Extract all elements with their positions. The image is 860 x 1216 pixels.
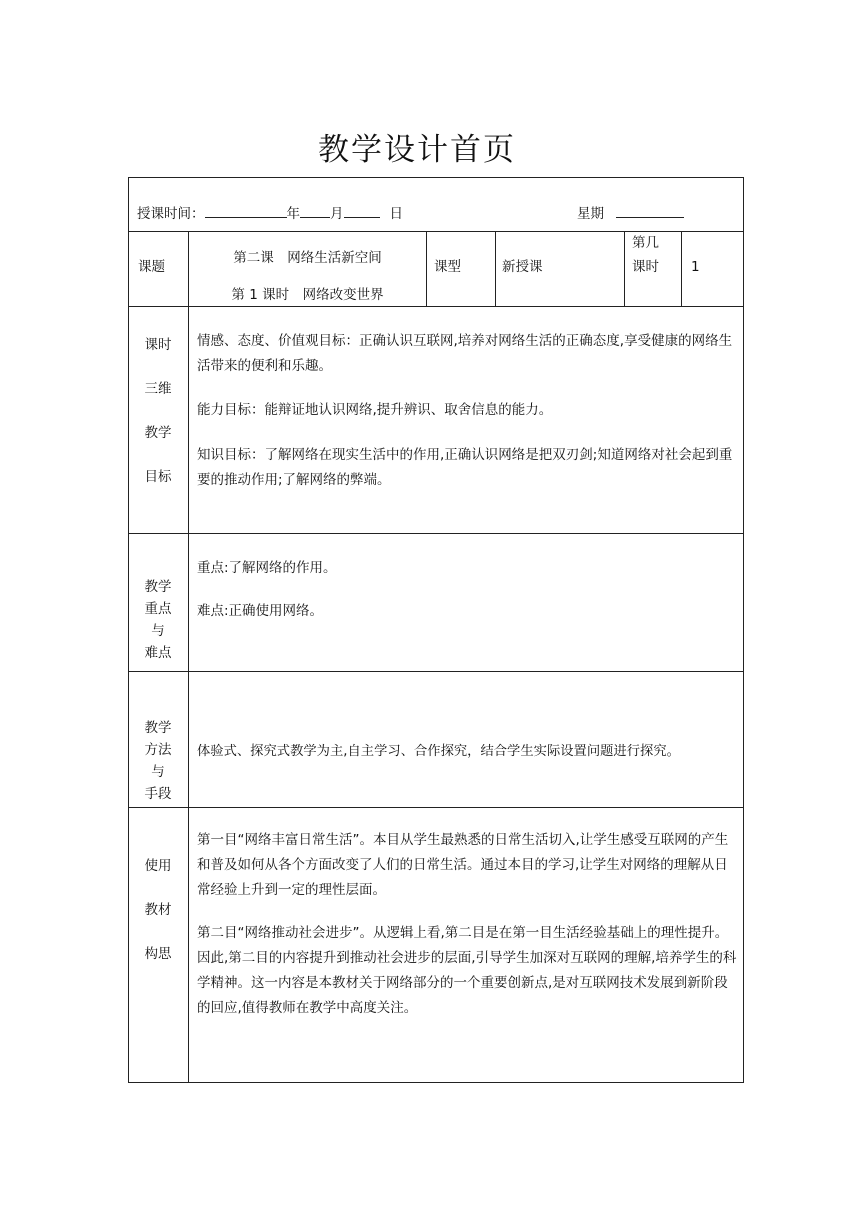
lesson-type-value: 新授课 [502,259,543,275]
period-value: 1 [691,259,700,275]
row-divider [129,807,743,808]
column-divider [426,231,427,306]
difficult-point: 难点:正确使用网络。 [197,603,324,619]
keypoints-label-line: 与 [151,623,165,639]
column-divider [495,231,496,306]
emotion-goal: 情感、态度、价值观目标：正确认识互联网,培养对网络生活的正确态度,享受健康的网络生活带来的便利和乐趣。 [197,333,733,374]
time-blank [205,203,287,218]
methods-text: 体验式、探究式教学为主,自主学习、合作探究，结合学生实际设置问题进行探究。 [197,744,680,759]
material-label [135,854,181,966]
weekday-row [577,203,684,223]
keypoints-label [135,576,181,664]
subject-label: 课题 [138,259,165,275]
month-label: 月 [330,206,344,222]
material-paragraph-2: 第二目“网络推动社会进步”。从逻辑上看,第二目是在第一目生活经验基础上的理性提升。因此,第二目的内容提升到推动社会进步的层面,引导学生加深对互联网的理解,培养学生的科学精神。这一内容是本教材关于网络部分的一个重要创新点,是对互联网技术发展到新阶段的回应,值得教师在教学中高度关注。 [197,925,737,1016]
weekday-label: 星期 [577,206,604,222]
material-paragraph-1: 第一目“网络丰富日常生活”。本目从学生最熟悉的日常生活切入,让学生感受互联网的产生和普及如何从各个方面改变了人们的日常生活。通过本目的学习,让学生对网络的理解从日常经验上升到一定的理性层面。 [197,832,729,898]
material-label-line: 构思 [144,946,172,962]
month-blank [300,203,330,218]
goals-label-line: 教学 [144,425,172,441]
keypoints-label-line: 难点 [144,645,172,661]
weekday-blank [616,203,684,218]
lesson-plan-table [128,177,744,1083]
row-divider [129,306,743,307]
knowledge-goal: 知识目标：了解网络在现实生活中的作用,正确认识网络是把双刃剑;知道网络对社会起到重要的推动作用;了解网络的弊端。 [197,447,733,488]
goals-label-line: 三维 [144,381,172,397]
period-label-line1: 第几 [632,235,659,251]
label-column-divider [188,231,189,1082]
period-label-line2: 课时 [632,259,659,275]
day-blank [344,203,380,218]
methods-label-line: 手段 [144,786,172,802]
time-row [137,203,403,223]
row-divider [129,231,743,232]
methods-label [135,717,181,805]
goals-label-line: 课时 [144,337,172,353]
day-label: 日 [389,206,403,222]
row-divider [129,533,743,534]
keypoints-label-line: 重点 [144,601,172,617]
material-label-line: 教材 [144,902,172,918]
keypoints-label-line: 教学 [144,579,172,595]
goals-label-line: 目标 [144,469,172,485]
column-divider [681,231,682,306]
year-label: 年 [286,206,300,222]
column-divider [624,231,625,306]
subject-title-line1: 第二课 网络生活新空间 [233,250,382,266]
row-divider [129,671,743,672]
methods-label-line: 方法 [144,742,172,758]
time-label: 授课时间： [137,206,205,222]
lesson-type-label: 课型 [434,259,461,275]
page-title: 教学设计首页 [318,132,516,168]
subject-title-line2: 第 1 课时 网络改变世界 [231,287,384,303]
material-label-line: 使用 [144,858,172,874]
ability-goal: 能力目标：能辩证地认识网络,提升辨识、取舍信息的能力。 [197,402,553,418]
goals-label [135,333,181,489]
methods-label-line: 教学 [144,720,172,736]
key-point: 重点:了解网络的作用。 [197,560,337,576]
methods-label-line: 与 [151,764,165,780]
